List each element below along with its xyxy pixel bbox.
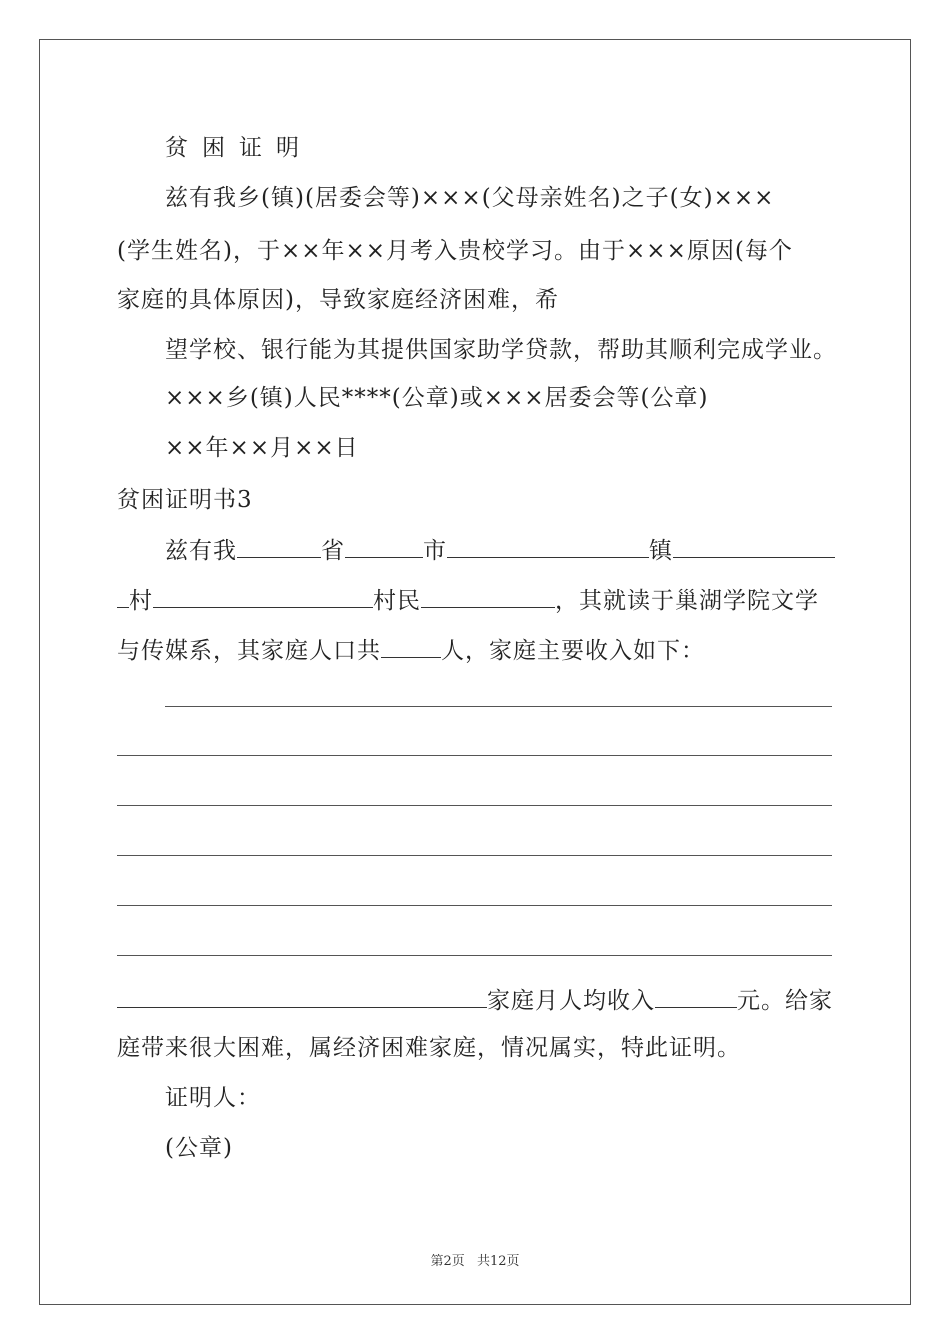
- province-blank: [237, 535, 321, 558]
- villager-blank: [421, 585, 555, 608]
- income-line-6: [117, 955, 832, 956]
- page-footer: [0, 1250, 950, 1269]
- text-school: ，其就读于巢湖学院文学: [555, 588, 819, 614]
- income-line-1: [165, 706, 832, 707]
- town-blank: [447, 535, 649, 558]
- section1-para2: 望学校、银行能为其提供国家助学贷款，帮助其顺利完成学业。: [165, 337, 837, 363]
- text-province: 省: [321, 538, 345, 564]
- text-village: 村: [129, 588, 153, 614]
- income-line-2: [117, 755, 832, 756]
- section2-line3: [117, 635, 705, 666]
- text-avg-income: 家庭月人均收入: [487, 988, 655, 1014]
- village-blank: [153, 585, 373, 608]
- signer-label: 证明人：: [165, 1085, 261, 1111]
- section1-stamp-line: ×××乡(镇)人民****(公章)或×××居委会等(公章): [165, 385, 709, 411]
- page-border: [39, 39, 911, 1305]
- city-blank: [345, 535, 423, 558]
- page-number: 第2页: [430, 1254, 465, 1269]
- text-yuan: 元。给家: [737, 988, 833, 1014]
- income-line-5: [117, 905, 832, 906]
- section1-para1-line1: 兹有我乡(镇)(居委会等)×××(父母亲姓名)之子(女)×××: [165, 185, 775, 211]
- section1-date-line: ××年××月××日: [165, 435, 359, 461]
- section1-para1-line2: (学生姓名)，于××年××月考入贵校学习。由于×××原因(每个: [117, 238, 793, 264]
- village-prefix-blank: [117, 585, 129, 608]
- text-intro: 兹有我: [165, 538, 237, 564]
- income-line-3: [117, 805, 832, 806]
- section2-line5: 庭带来很大困难，属经济困难家庭，情况属实，特此证明。: [117, 1035, 741, 1061]
- section1-title: 贫困证明: [165, 135, 313, 161]
- text-city: 市: [423, 538, 447, 564]
- town-blank-2: [673, 535, 835, 558]
- income-line-4: [117, 855, 832, 856]
- section2-line1: [165, 535, 835, 566]
- avg-income-blank: [655, 985, 737, 1008]
- page-total: 共12页: [476, 1254, 520, 1269]
- section2-line2: [117, 585, 819, 616]
- section2-title: 贫困证明书3: [117, 487, 253, 513]
- income-summary-blank: [117, 985, 487, 1008]
- text-town: 镇: [649, 538, 673, 564]
- text-villager: 村民: [373, 588, 421, 614]
- text-household: 与传媒系，其家庭人口共: [117, 638, 381, 664]
- section1-para1-line3: 家庭的具体原因)，导致家庭经济困难，希: [117, 287, 559, 313]
- text-income-intro: 人，家庭主要收入如下：: [441, 638, 705, 664]
- section2-line4: [117, 985, 833, 1016]
- seal-label: (公章): [165, 1135, 233, 1161]
- household-size-blank: [381, 635, 441, 658]
